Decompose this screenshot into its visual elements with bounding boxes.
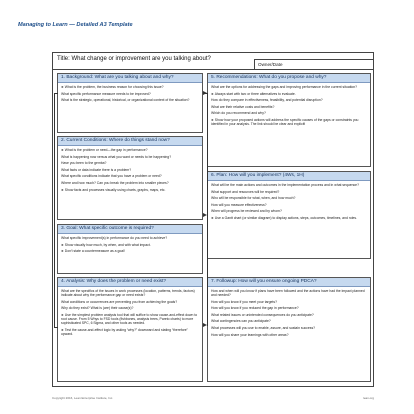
footer-site: lean.org (363, 396, 374, 400)
section-heading: 2. Current Conditions: Where do things stand now? (58, 137, 202, 146)
a3-form (52, 52, 374, 387)
prompt-item: ➤ Don't state a countermeasure as a goal! (61, 249, 199, 253)
prompt-item: How will you know if you reduced the gap in performance? (211, 306, 299, 311)
section-current-conditions (57, 136, 203, 220)
prompt-item: What facts or data indicate there is a problem? (61, 167, 132, 172)
document-title: Managing to Learn — Detailed A3 Template (18, 22, 133, 28)
prompt-item: How do they compare in effectiveness, feasibility, and potential disruption? (211, 98, 323, 103)
prompt-item: What specific performance measure needs to be improved? (61, 91, 151, 96)
form-title: Title: What change or improvement are you talking about? (57, 56, 211, 62)
prompt-item: ➤ Always start with two or three alternatives to evaluate. (211, 92, 367, 96)
flow-arrow-icon (203, 91, 207, 95)
section-items (58, 83, 202, 102)
prompt-item: Where and how much? Can you break the problem into smaller pieces? (61, 180, 169, 185)
section-background (57, 73, 203, 133)
prompt-item: How and when will you know if plans have been followed and the actions have had the impact planned and needed? (211, 289, 365, 298)
prompt-item: How will you know if you meet your targets? (211, 299, 277, 304)
prompt-item: ➤ Test the cause-and-effect logic by asking “why?” downward and stating “therefore” upward. (61, 328, 199, 336)
prompt-item: ➤ Show how your proposed actions will address the specific causes of the gaps or constraints you identified in your analysis. The link should be clear and explicit! (211, 118, 367, 126)
prompt-item: What are the options for addressing the gaps and improving performance in the current situation? (211, 85, 358, 89)
prompt-item: How will you share your learnings with other areas? (211, 332, 289, 337)
flow-connector-left (54, 93, 58, 328)
prompt-item: Who will be responsible for what, when, and how much? (211, 196, 296, 201)
prompt-item: What related issues or unintended consequences do you anticipate? (211, 312, 314, 317)
section-items (58, 287, 202, 336)
prompt-item: ➤ Use the simplest problem analysis tool that will suffice to show cause-and-effect down to root cause. From 5 Whys to FSD tools (fishbones, analysis trees, Pareto charts) to more sophisticated SPC, 6 Sigma, and other tools as needed. (61, 313, 199, 325)
prompt-item: How will you measure effectiveness? (211, 202, 267, 207)
prompt-item: What conditions or occurrences are preventing you from achieving the goals? (61, 299, 178, 304)
flow-arrow-icon (203, 213, 207, 217)
section-heading: 6. Plan: How will you implement? (4Ws, 1H) (208, 172, 370, 181)
section-goal (57, 224, 203, 274)
prompt-item: ➤ Use a Gantt chart (or similar diagram) to display actions, steps, outcomes, timelines, and roles. (211, 216, 367, 220)
prompt-item: What processes will you use to enable, assure, and sustain success? (211, 326, 316, 331)
section-analysis (57, 277, 203, 382)
section-heading: 7. Followup: How will you ensure ongoing PDCA? (208, 278, 370, 287)
section-heading: 3. Goal: What specific outcome is required? (58, 225, 202, 234)
section-items (208, 83, 370, 126)
section-plan (207, 171, 371, 259)
prompt-item: Have you been to the gemba? (61, 161, 107, 166)
owner-date-field[interactable]: Owner/Date (254, 59, 373, 69)
section-heading: 1. Background: What are you talking about and why? (58, 74, 202, 83)
flow-connector-center (203, 93, 208, 326)
prompt-item: ➤ Show visually how much, by when, and with what impact. (61, 243, 199, 247)
prompt-item: Why do they exist? What is (are) their cause(s)? (61, 306, 134, 311)
prompt-item: What are their relative costs and benefits? (211, 104, 275, 109)
footer-copyright: Copyright 2016, Lean Enterprise Institute, Inc. (52, 396, 114, 400)
prompt-item: What is the strategic, operational, historical, or organizational context of the situation? (61, 98, 190, 103)
prompt-item: What are the specifics of the issues in work processes (location, patterns, trends, factors) indicate about why the performance gap or need exists? (61, 289, 195, 298)
prompt-item: What support and resources will be required? (211, 189, 280, 194)
section-items (208, 287, 370, 337)
prompt-item: What contingencies can you anticipate? (211, 319, 271, 324)
section-items (58, 146, 202, 192)
prompt-item: ➤ What is the problem or need—the gap in performance? (61, 148, 199, 152)
section-recommendations (207, 73, 371, 167)
prompt-item: What will be the main actions and outcomes in the implementation process and in what sequence? (211, 183, 359, 187)
section-heading: 5. Recommendations: What do you propose and why? (208, 74, 370, 83)
form-title-row (53, 53, 373, 70)
section-followup (207, 277, 371, 382)
section-heading: 4. Analysis: Why does the problem or need exist? (58, 278, 202, 287)
prompt-item: ➤ Show facts and processes visually using charts, graphs, maps, etc. (61, 188, 199, 192)
prompt-item: What is happening now versus what you want or needs to be happening? (61, 154, 172, 159)
section-items (208, 181, 370, 220)
prompt-item: Which do you recommend and why? (211, 111, 266, 116)
prompt-item: What specific improvement(s) in performance do you need to achieve? (61, 236, 168, 240)
section-items (58, 234, 202, 253)
prompt-item: ➤ What is the problem, the business reason for choosing this issue? (61, 85, 199, 89)
flow-arrow-icon (203, 323, 207, 327)
prompt-item: What specific conditions indicate that you have a problem or need? (61, 174, 162, 179)
prompt-item: When will progress be reviewed and by whom? (211, 209, 282, 214)
